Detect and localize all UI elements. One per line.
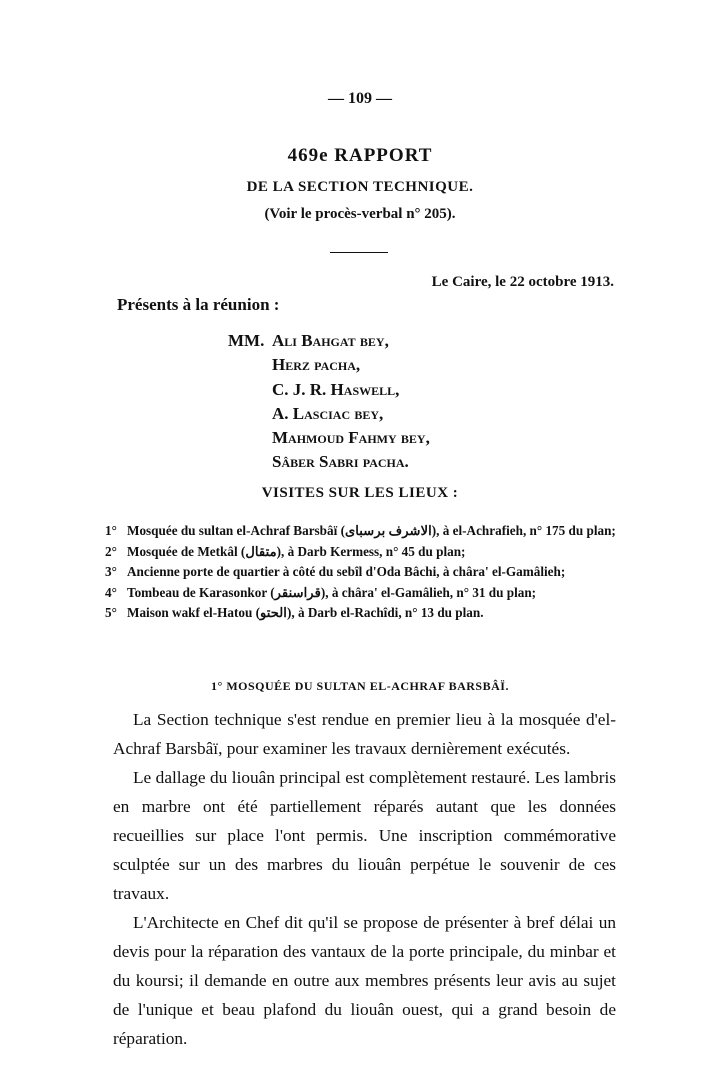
member: A. Lasciac bey, [272,404,384,423]
paragraph: L'Architecte en Chef dit qu'il se propose de présenter à bref délai un devis pour la réparation des vantaux de la porte principale, du minbar et du koursi; il demande en outre aux membres présents leur avis au sujet de l'unique et beau plafond du liouân ouest, qui a grand besoin de réparation. [113,913,616,1048]
paragraph: Le dallage du liouân principal est complètement restauré. Les lambris en marbre ont été partiellement réparés autant que les données recueillies sur place l'ont permis. Une inscription commémorative sculptée sur un des marbres du liouân perpétue le souvenir de ces travaux. [113,768,616,903]
list-item [105,521,625,542]
item-number: 4° [105,584,117,600]
list-item [105,583,625,604]
item-text: Mosquée de Metkâl (متقال), à Darb Kermess, n° 45 du plan; [127,543,466,559]
divider [330,252,388,253]
members-prefix: MM. [228,331,265,350]
sites-list [105,521,625,624]
paragraph: La Section technique s'est rendue en premier lieu à la mosquée d'el-Achraf Barsbâï, pour examiner les travaux dernièrement exécutés. [113,710,616,758]
member: Herz pacha, [272,355,361,374]
report-title: 469e RAPPORT [287,145,433,166]
minutes-reference: (Voir le procès-verbal n° 205). [264,206,456,222]
item-text: Maison wakf el-Hatou (الحتو), à Darb el-Rachîdi, n° 13 du plan. [127,605,484,620]
date-line: Le Caire, le 22 octobre 1913. [431,274,614,290]
member: Mahmoud Fahmy bey, [272,428,430,447]
visits-heading: VISITES SUR LES LIEUX : [261,485,459,501]
item-number: 3° [105,564,117,579]
page-number: — 109 — [328,90,392,107]
list-item [105,603,625,624]
report-subtitle: DE LA SECTION TECHNIQUE. [246,179,474,195]
member: Ali Bahgat bey, [272,331,389,350]
member: C. J. R. Haswell, [272,380,400,399]
item-text: Tombeau de Karasonkor (قراسنقر), à châra' el-Gamâlieh, n° 31 du plan; [127,584,537,600]
item-text: Mosquée du sultan el-Achraf Barsbâï (الاشرف برسباى), à el-Achrafieh, n° 175 du plan; [127,523,616,538]
section-heading: 1° MOSQUÉE DU SULTAN EL-ACHRAF BARSBÂÏ. [211,679,509,693]
list-item [105,562,625,583]
attendees-label: Présents à la réunion : [117,295,280,314]
item-number: 5° [105,605,117,620]
list-item [105,542,625,563]
item-number: 2° [105,543,117,559]
body-text [113,705,616,1053]
member: Sâber Sabri pacha. [272,452,409,471]
item-text: Ancienne porte de quartier à côté du sebîl d'Oda Bâchi, à châra' el-Gamâlieh; [127,564,566,579]
item-number: 1° [105,523,117,538]
